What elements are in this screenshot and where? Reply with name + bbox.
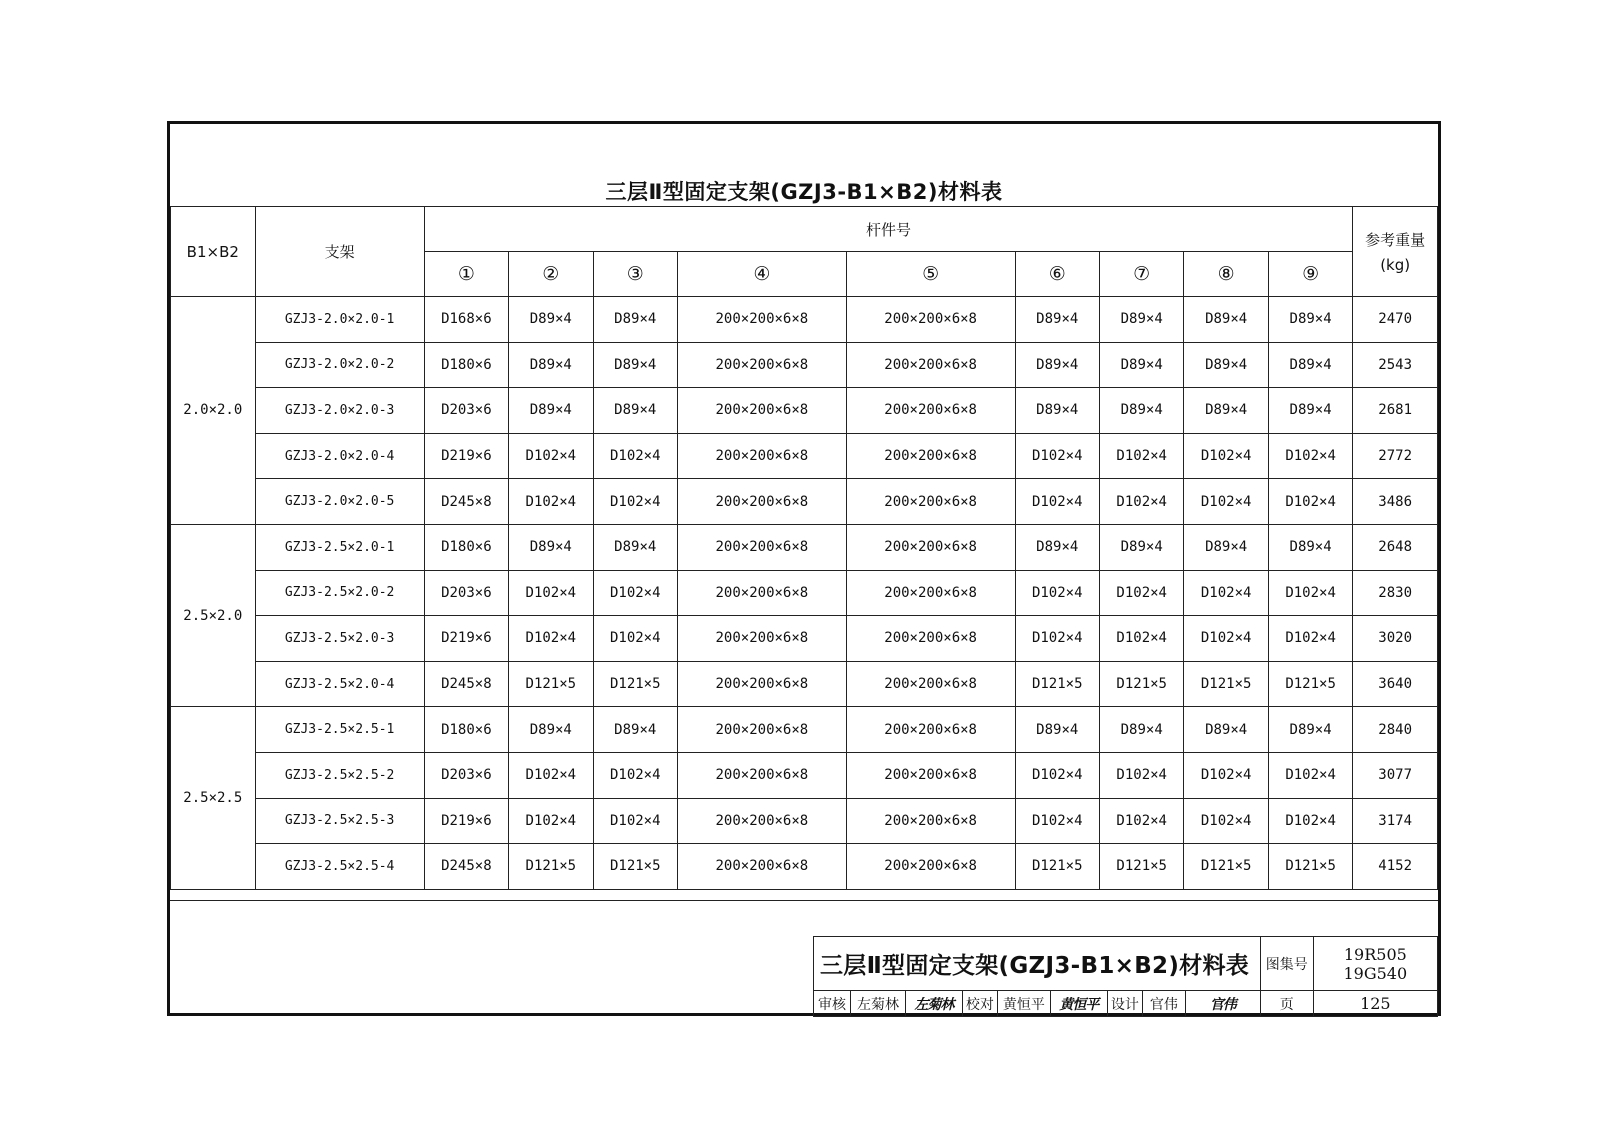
table-row <box>171 707 1438 753</box>
reviewer-name: 左菊林 <box>850 991 905 1017</box>
weight-cell: 4152 <box>1353 844 1438 890</box>
member-3-cell: D89×4 <box>593 524 677 570</box>
header-weight <box>1353 207 1438 297</box>
member-6-cell: D102×4 <box>1015 798 1099 844</box>
member-6-cell: D121×5 <box>1015 661 1099 707</box>
member-9-cell: D89×4 <box>1268 388 1352 434</box>
member-9-cell: D89×4 <box>1268 297 1352 343</box>
table-row <box>171 388 1438 434</box>
table-row <box>171 342 1438 388</box>
member-7-cell: D89×4 <box>1099 707 1183 753</box>
member-5-cell: 200×200×6×8 <box>846 433 1015 479</box>
member-6-cell: D89×4 <box>1015 388 1099 434</box>
atlas-label: 图集号 <box>1260 937 1313 991</box>
member-3-cell: D121×5 <box>593 661 677 707</box>
member-6-cell: D102×4 <box>1015 433 1099 479</box>
member-2-cell: D89×4 <box>509 342 593 388</box>
member-7-cell: D102×4 <box>1099 752 1183 798</box>
checker-signature-mark: 黄恒平 <box>1059 996 1099 1013</box>
member-3-cell: D102×4 <box>593 752 677 798</box>
table-row <box>171 524 1438 570</box>
divider-line <box>170 900 1438 901</box>
weight-cell: 3077 <box>1353 752 1438 798</box>
design-label: 设计 <box>1107 991 1142 1017</box>
member-5-cell: 200×200×6×8 <box>846 388 1015 434</box>
member-8-cell: D121×5 <box>1184 844 1268 890</box>
member-6-cell: D102×4 <box>1015 479 1099 525</box>
support-name: GZJ3-2.5×2.5-4 <box>255 844 424 890</box>
weight-cell: 2681 <box>1353 388 1438 434</box>
weight-cell: 3486 <box>1353 479 1438 525</box>
member-header-6: ⑥ <box>1015 252 1099 297</box>
table-row <box>171 297 1438 343</box>
member-8-cell: D102×4 <box>1184 433 1268 479</box>
member-6-cell: D102×4 <box>1015 752 1099 798</box>
member-9-cell: D102×4 <box>1268 570 1352 616</box>
weight-cell: 2840 <box>1353 707 1438 753</box>
header-b1b2: B1×B2 <box>171 207 256 297</box>
member-5-cell: 200×200×6×8 <box>846 524 1015 570</box>
member-2-cell: D89×4 <box>509 388 593 434</box>
member-9-cell: D121×5 <box>1268 844 1352 890</box>
weight-cell: 2830 <box>1353 570 1438 616</box>
member-9-cell: D89×4 <box>1268 707 1352 753</box>
weight-cell: 2648 <box>1353 524 1438 570</box>
member-8-cell: D89×4 <box>1184 707 1268 753</box>
member-6-cell: D89×4 <box>1015 297 1099 343</box>
member-1-cell: D245×8 <box>424 661 508 707</box>
member-5-cell: 200×200×6×8 <box>846 479 1015 525</box>
member-6-cell: D121×5 <box>1015 844 1099 890</box>
member-4-cell: 200×200×6×8 <box>677 798 846 844</box>
member-8-cell: D121×5 <box>1184 661 1268 707</box>
member-5-cell: 200×200×6×8 <box>846 844 1015 890</box>
member-8-cell: D102×4 <box>1184 570 1268 616</box>
member-7-cell: D102×4 <box>1099 570 1183 616</box>
member-9-cell: D102×4 <box>1268 616 1352 662</box>
member-5-cell: 200×200×6×8 <box>846 707 1015 753</box>
member-2-cell: D121×5 <box>509 844 593 890</box>
member-9-cell: D102×4 <box>1268 752 1352 798</box>
member-1-cell: D245×8 <box>424 479 508 525</box>
page-number: 125 <box>1313 991 1437 1017</box>
group-label: 2.0×2.0 <box>171 297 256 525</box>
member-9-cell: D121×5 <box>1268 661 1352 707</box>
member-8-cell: D102×4 <box>1184 616 1268 662</box>
atlas-code-2: 19G540 <box>1343 963 1408 983</box>
member-2-cell: D89×4 <box>509 297 593 343</box>
member-3-cell: D102×4 <box>593 479 677 525</box>
member-2-cell: D102×4 <box>509 752 593 798</box>
material-table <box>170 206 1438 890</box>
atlas-code-1: 19R505 <box>1343 944 1407 964</box>
header-weight-label: 参考重量 <box>1365 231 1426 249</box>
member-8-cell: D89×4 <box>1184 524 1268 570</box>
member-3-cell: D89×4 <box>593 297 677 343</box>
member-6-cell: D89×4 <box>1015 524 1099 570</box>
weight-cell: 3020 <box>1353 616 1438 662</box>
member-3-cell: D102×4 <box>593 570 677 616</box>
member-9-cell: D102×4 <box>1268 798 1352 844</box>
table-title: 三层Ⅱ型固定支架(GZJ3-B1×B2)材料表 <box>605 180 1003 204</box>
support-name: GZJ3-2.5×2.0-3 <box>255 616 424 662</box>
header-weight-unit: (kg) <box>1380 256 1411 274</box>
member-8-cell: D89×4 <box>1184 297 1268 343</box>
member-4-cell: 200×200×6×8 <box>677 570 846 616</box>
member-1-cell: D203×6 <box>424 570 508 616</box>
member-4-cell: 200×200×6×8 <box>677 616 846 662</box>
member-7-cell: D89×4 <box>1099 342 1183 388</box>
member-4-cell: 200×200×6×8 <box>677 342 846 388</box>
member-4-cell: 200×200×6×8 <box>677 661 846 707</box>
member-9-cell: D89×4 <box>1268 524 1352 570</box>
support-name: GZJ3-2.5×2.5-3 <box>255 798 424 844</box>
designer-signature-mark: 官伟 <box>1209 996 1236 1013</box>
table-row <box>171 570 1438 616</box>
member-header-7: ⑦ <box>1099 252 1183 297</box>
member-3-cell: D102×4 <box>593 433 677 479</box>
member-1-cell: D180×6 <box>424 342 508 388</box>
table-row <box>171 433 1438 479</box>
table-row <box>171 616 1438 662</box>
reviewer-signature-mark: 左菊林 <box>914 996 954 1013</box>
member-5-cell: 200×200×6×8 <box>846 570 1015 616</box>
weight-cell: 2772 <box>1353 433 1438 479</box>
member-2-cell: D102×4 <box>509 798 593 844</box>
member-7-cell: D102×4 <box>1099 479 1183 525</box>
member-header-3: ③ <box>593 252 677 297</box>
member-header-4: ④ <box>677 252 846 297</box>
member-5-cell: 200×200×6×8 <box>846 616 1015 662</box>
member-2-cell: D102×4 <box>509 616 593 662</box>
member-header-5: ⑤ <box>846 252 1015 297</box>
member-8-cell: D89×4 <box>1184 388 1268 434</box>
table-body <box>171 297 1438 890</box>
support-name: GZJ3-2.0×2.0-2 <box>255 342 424 388</box>
member-4-cell: 200×200×6×8 <box>677 297 846 343</box>
designer-signature <box>1185 991 1260 1017</box>
checker-signature <box>1050 991 1107 1017</box>
weight-cell: 3640 <box>1353 661 1438 707</box>
member-6-cell: D89×4 <box>1015 342 1099 388</box>
drawing-frame <box>167 121 1441 1016</box>
member-9-cell: D102×4 <box>1268 433 1352 479</box>
member-4-cell: 200×200×6×8 <box>677 524 846 570</box>
atlas-code <box>1313 937 1437 991</box>
table-row <box>171 844 1438 890</box>
member-6-cell: D89×4 <box>1015 707 1099 753</box>
table-row <box>171 661 1438 707</box>
title-block-title: 三层Ⅱ型固定支架(GZJ3-B1×B2)材料表 <box>814 937 1261 991</box>
check-label: 校对 <box>962 991 997 1017</box>
member-7-cell: D89×4 <box>1099 297 1183 343</box>
member-7-cell: D89×4 <box>1099 388 1183 434</box>
member-7-cell: D102×4 <box>1099 616 1183 662</box>
table-row <box>171 479 1438 525</box>
member-9-cell: D89×4 <box>1268 342 1352 388</box>
support-name: GZJ3-2.5×2.0-2 <box>255 570 424 616</box>
member-header-8: ⑧ <box>1184 252 1268 297</box>
member-5-cell: 200×200×6×8 <box>846 342 1015 388</box>
member-4-cell: 200×200×6×8 <box>677 479 846 525</box>
member-1-cell: D180×6 <box>424 707 508 753</box>
member-5-cell: 200×200×6×8 <box>846 798 1015 844</box>
support-name: GZJ3-2.0×2.0-4 <box>255 433 424 479</box>
member-4-cell: 200×200×6×8 <box>677 707 846 753</box>
review-label: 审核 <box>814 991 851 1017</box>
member-3-cell: D121×5 <box>593 844 677 890</box>
group-label: 2.5×2.5 <box>171 707 256 889</box>
table-row <box>171 798 1438 844</box>
member-7-cell: D102×4 <box>1099 798 1183 844</box>
member-3-cell: D102×4 <box>593 798 677 844</box>
member-7-cell: D121×5 <box>1099 844 1183 890</box>
page-label: 页 <box>1260 991 1313 1017</box>
weight-cell: 2470 <box>1353 297 1438 343</box>
member-1-cell: D219×6 <box>424 798 508 844</box>
reviewer-signature <box>905 991 962 1017</box>
member-2-cell: D102×4 <box>509 479 593 525</box>
member-2-cell: D121×5 <box>509 661 593 707</box>
support-name: GZJ3-2.5×2.0-4 <box>255 661 424 707</box>
weight-cell: 2543 <box>1353 342 1438 388</box>
member-1-cell: D203×6 <box>424 752 508 798</box>
checker-name: 黄恒平 <box>997 991 1050 1017</box>
member-6-cell: D102×4 <box>1015 570 1099 616</box>
support-name: GZJ3-2.5×2.5-2 <box>255 752 424 798</box>
member-header-2: ② <box>509 252 593 297</box>
member-4-cell: 200×200×6×8 <box>677 752 846 798</box>
member-5-cell: 200×200×6×8 <box>846 752 1015 798</box>
member-4-cell: 200×200×6×8 <box>677 844 846 890</box>
support-name: GZJ3-2.5×2.0-1 <box>255 524 424 570</box>
designer-name: 官伟 <box>1142 991 1185 1017</box>
member-2-cell: D89×4 <box>509 524 593 570</box>
header-member-no: 杆件号 <box>424 207 1353 252</box>
member-8-cell: D89×4 <box>1184 342 1268 388</box>
support-name: GZJ3-2.0×2.0-3 <box>255 388 424 434</box>
member-7-cell: D121×5 <box>1099 661 1183 707</box>
table-row <box>171 752 1438 798</box>
member-4-cell: 200×200×6×8 <box>677 388 846 434</box>
member-8-cell: D102×4 <box>1184 752 1268 798</box>
member-1-cell: D168×6 <box>424 297 508 343</box>
weight-cell: 3174 <box>1353 798 1438 844</box>
member-3-cell: D102×4 <box>593 616 677 662</box>
member-4-cell: 200×200×6×8 <box>677 433 846 479</box>
support-name: GZJ3-2.0×2.0-5 <box>255 479 424 525</box>
member-1-cell: D219×6 <box>424 433 508 479</box>
member-1-cell: D245×8 <box>424 844 508 890</box>
title-block <box>813 936 1438 1017</box>
support-name: GZJ3-2.0×2.0-1 <box>255 297 424 343</box>
member-1-cell: D203×6 <box>424 388 508 434</box>
member-5-cell: 200×200×6×8 <box>846 661 1015 707</box>
member-5-cell: 200×200×6×8 <box>846 297 1015 343</box>
header-support: 支架 <box>255 207 424 297</box>
member-9-cell: D102×4 <box>1268 479 1352 525</box>
member-3-cell: D89×4 <box>593 342 677 388</box>
member-3-cell: D89×4 <box>593 707 677 753</box>
member-7-cell: D102×4 <box>1099 433 1183 479</box>
support-name: GZJ3-2.5×2.5-1 <box>255 707 424 753</box>
member-2-cell: D102×4 <box>509 570 593 616</box>
member-8-cell: D102×4 <box>1184 798 1268 844</box>
member-header-9: ⑨ <box>1268 252 1352 297</box>
member-2-cell: D89×4 <box>509 707 593 753</box>
member-8-cell: D102×4 <box>1184 479 1268 525</box>
member-2-cell: D102×4 <box>509 433 593 479</box>
member-1-cell: D219×6 <box>424 616 508 662</box>
member-3-cell: D89×4 <box>593 388 677 434</box>
member-7-cell: D89×4 <box>1099 524 1183 570</box>
member-6-cell: D102×4 <box>1015 616 1099 662</box>
member-1-cell: D180×6 <box>424 524 508 570</box>
group-label: 2.5×2.0 <box>171 524 256 706</box>
member-header-1: ① <box>424 252 508 297</box>
